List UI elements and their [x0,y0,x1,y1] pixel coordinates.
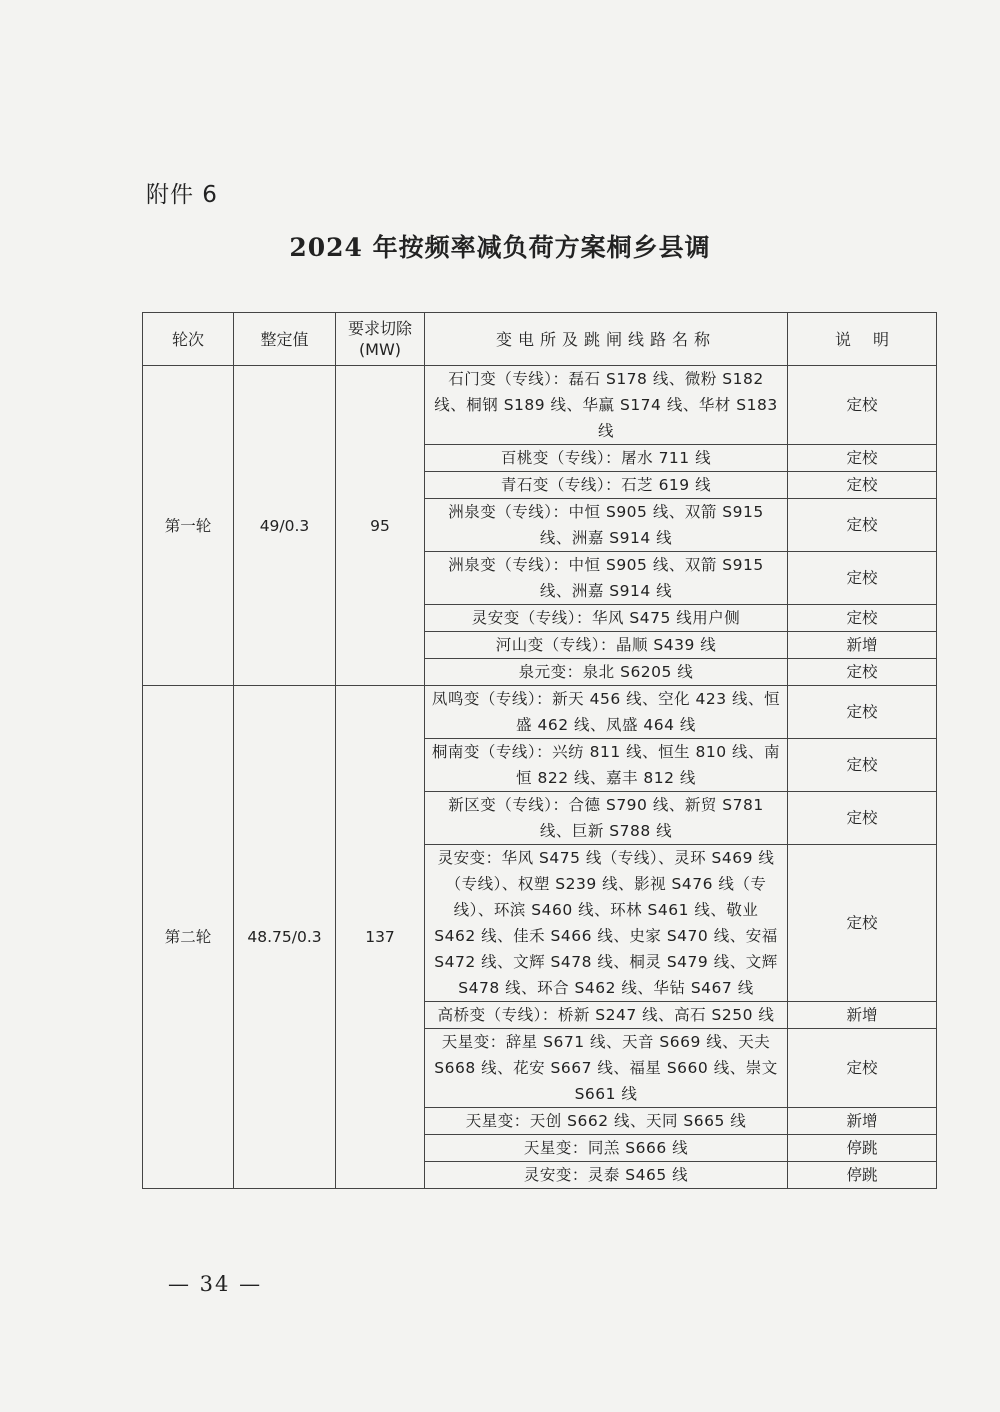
document-title: 2024 年按频率减负荷方案桐乡县调 [289,233,711,262]
note-cell: 定校 [788,659,937,686]
note-cell: 新增 [788,1108,937,1135]
line-names-cell: 天星变：天创 S662 线、天同 S665 线 [425,1108,788,1135]
table-body [143,366,937,1189]
setting-cell: 49/0.3 [234,366,336,686]
line-names-cell: 天星变：同羔 S666 线 [425,1135,788,1162]
line-names-cell: 灵安变（专线）：华风 S475 线用户侧 [425,605,788,632]
page-number: — 34 — [168,1272,263,1296]
round-cell: 第二轮 [143,686,234,1189]
table-row [143,686,937,739]
note-cell: 停跳 [788,1135,937,1162]
note-cell: 定校 [788,1029,937,1108]
line-names-cell: 桐南变（专线）：兴纺 811 线、恒生 810 线、南恒 822 线、嘉丰 812 线 [425,739,788,792]
line-names-cell: 天星变：辞星 S671 线、天音 S669 线、天夫 S668 线、花安 S667 线、福星 S660 线、崇文 S661 线 [425,1029,788,1108]
line-names-cell: 灵安变：灵泰 S465 线 [425,1162,788,1189]
note-cell: 定校 [788,605,937,632]
line-names-cell: 高桥变（专线）：桥新 S247 线、高石 S250 线 [425,1002,788,1029]
header-setting: 整定值 [234,313,336,366]
note-cell: 新增 [788,632,937,659]
line-names-cell: 洲泉变（专线）：中恒 S905 线、双箭 S915 线、洲嘉 S914 线 [425,552,788,605]
line-names-cell: 百桃变（专线）：屠水 711 线 [425,445,788,472]
header-note: 说明 [788,313,937,366]
round-cell: 第一轮 [143,366,234,686]
table-row [143,366,937,445]
line-names-cell: 青石变（专线）：石芝 619 线 [425,472,788,499]
cut-cell: 137 [336,686,425,1189]
header-lines: 变电所及跳闸线路名称 [425,313,788,366]
note-cell: 定校 [788,686,937,739]
note-cell: 定校 [788,472,937,499]
setting-cell: 48.75/0.3 [234,686,336,1189]
note-cell: 停跳 [788,1162,937,1189]
line-names-cell: 凤鸣变（专线）：新天 456 线、空化 423 线、恒盛 462 线、凤盛 464 线 [425,686,788,739]
attachment-label: 附件 6 [146,182,218,208]
line-names-cell: 泉元变：泉北 S6205 线 [425,659,788,686]
header-round: 轮次 [143,313,234,366]
note-cell: 定校 [788,366,937,445]
note-cell: 定校 [788,739,937,792]
cut-cell: 95 [336,366,425,686]
note-cell: 定校 [788,499,937,552]
note-cell: 定校 [788,445,937,472]
header-cut: 要求切除(MW) [336,313,425,366]
line-names-cell: 新区变（专线）：合德 S790 线、新贸 S781 线、巨新 S788 线 [425,792,788,845]
line-names-cell: 灵安变：华风 S475 线（专线）、灵环 S469 线（专线）、权塑 S239 线、影视 S476 线（专线）、环滨 S460 线、环林 S461 线、敬业 S462 线、佳禾 S466 线、史家 S470 线、安福 S472 线、文辉 S478 线、桐灵 S479 线、文辉 S478 线、环合 S462 线、华钻 S467 线 [425,845,788,1002]
note-cell: 定校 [788,792,937,845]
note-cell: 定校 [788,552,937,605]
note-cell: 新增 [788,1002,937,1029]
load-shedding-table [142,312,937,1189]
line-names-cell: 河山变（专线）：晶顺 S439 线 [425,632,788,659]
note-cell: 定校 [788,845,937,1002]
line-names-cell: 石门变（专线）：磊石 S178 线、微粉 S182 线、桐钢 S189 线、华赢 S174 线、华材 S183 线 [425,366,788,445]
table-header-row [143,313,937,366]
line-names-cell: 洲泉变（专线）：中恒 S905 线、双箭 S915 线、洲嘉 S914 线 [425,499,788,552]
